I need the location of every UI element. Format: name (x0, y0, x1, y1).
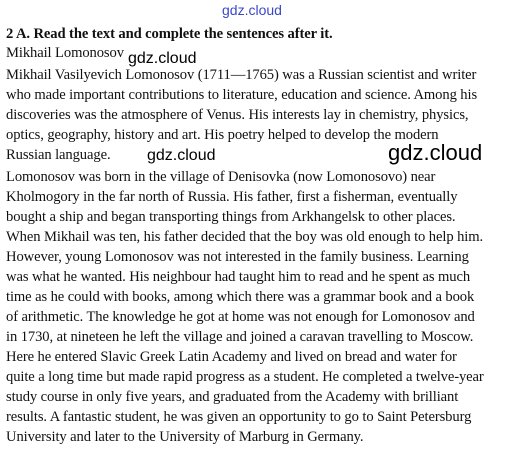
paragraph-line: was what he wanted. His neighbour had taught him to read and he spent as much (6, 269, 471, 285)
paragraph-line: time as he could with books, among which there was a grammar book and a book (6, 289, 475, 305)
paragraph-line: However, young Lomonosov was not interested in the family business. Learning (6, 249, 469, 265)
paragraph-line: Kholmogory in the far north of Russia. His father, first a fisherman, eventually (6, 189, 458, 205)
paragraph-line: When Mikhail was ten, his father decided that the boy was old enough to help him. (6, 229, 484, 245)
paragraph-line: Russian language. (6, 147, 111, 163)
paragraph-line: in 1730, at nineteen he left the village and joined a caravan travelling to Moscow. (6, 329, 474, 345)
exercise-heading: 2 A. Read the text and complete the sentences after it. (6, 26, 333, 42)
paragraph-line: discoveries was the atmosphere of Venus. His interests lay in chemistry, physics, (6, 107, 469, 123)
paragraph-line: Here he entered Slavic Greek Latin Academy and lived on bread and water for (6, 349, 457, 365)
paragraph-line: quite a long time but made rapid progress as a student. He completed a twelve-year (6, 369, 484, 385)
watermark-1: gdz.cloud (128, 50, 197, 67)
paragraph-line: bought a ship and began transporting things from Arkhangelsk to other places. (6, 209, 456, 225)
paragraph-line: optics, geography, history and art. His poetry helped to develop the modern (6, 127, 439, 143)
paragraph-line: study course in only five years, and graduated from the Academy with brilliant (6, 389, 459, 405)
watermark-2: gdz.cloud (147, 147, 216, 164)
document-page (6, 0, 516, 450)
paragraph-line: who made important contributions to literature, education and science. Among his (6, 87, 478, 103)
paragraph-line: results. A fantastic student, he was given an opportunity to go to Saint Petersburg (6, 409, 472, 425)
paragraph-line: University and later to the University of Marburg in Germany. (6, 429, 364, 445)
paragraph-line: Mikhail Vasilyevich Lomonosov (1711—1765) was a Russian scientist and writer (6, 67, 477, 83)
text-title: Mikhail Lomonosov (6, 45, 124, 61)
paragraph-line: Lomonosov was born in the village of Denisovka (now Lomonosovo) near (6, 169, 436, 185)
watermark-3: gdz.cloud (388, 140, 483, 165)
watermark-top: gdz.cloud (222, 2, 282, 18)
paragraph-line: of arithmetic. The knowledge he got at home was not enough for Lomonosov and (6, 309, 475, 325)
